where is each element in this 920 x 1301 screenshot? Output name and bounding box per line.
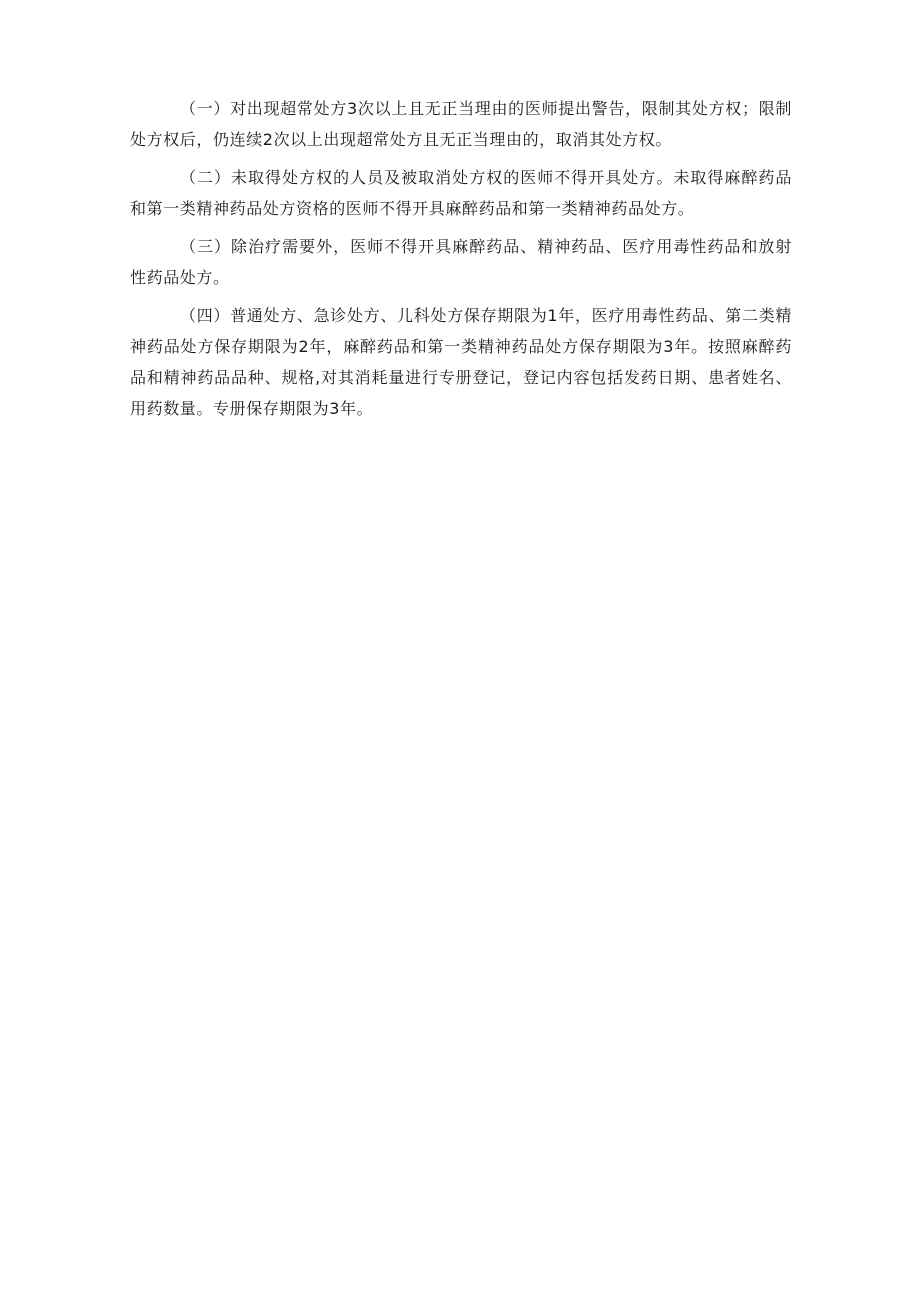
paragraph-4: （四）普通处方、急诊处方、儿科处方保存期限为1年，医疗用毒性药品、第二类精神药品处方保存期限为2年，麻醉药品和第一类精神药品处方保存期限为3年。按照麻醉药品和精神药品品种、规格,对其消耗量进行专册登记，登记内容包括发药日期、患者姓名、用药数量。专册保存期限为3年。 <box>130 306 792 418</box>
paragraph-2: （二）未取得处方权的人员及被取消处方权的医师不得开具处方。未取得麻醉药品和第一类精神药品处方资格的医师不得开具麻醉药品和第一类精神药品处方。 <box>130 168 792 218</box>
paragraph-3: （三）除治疗需要外，医师不得开具麻醉药品、精神药品、医疗用毒性药品和放射性药品处方。 <box>130 237 792 287</box>
paragraph-1: （一）对出现超常处方3次以上且无正当理由的医师提出警告，限制其处方权；限制处方权后，仍连续2次以上出现超常处方且无正当理由的，取消其处方权。 <box>130 99 792 149</box>
document-body <box>130 93 792 431</box>
